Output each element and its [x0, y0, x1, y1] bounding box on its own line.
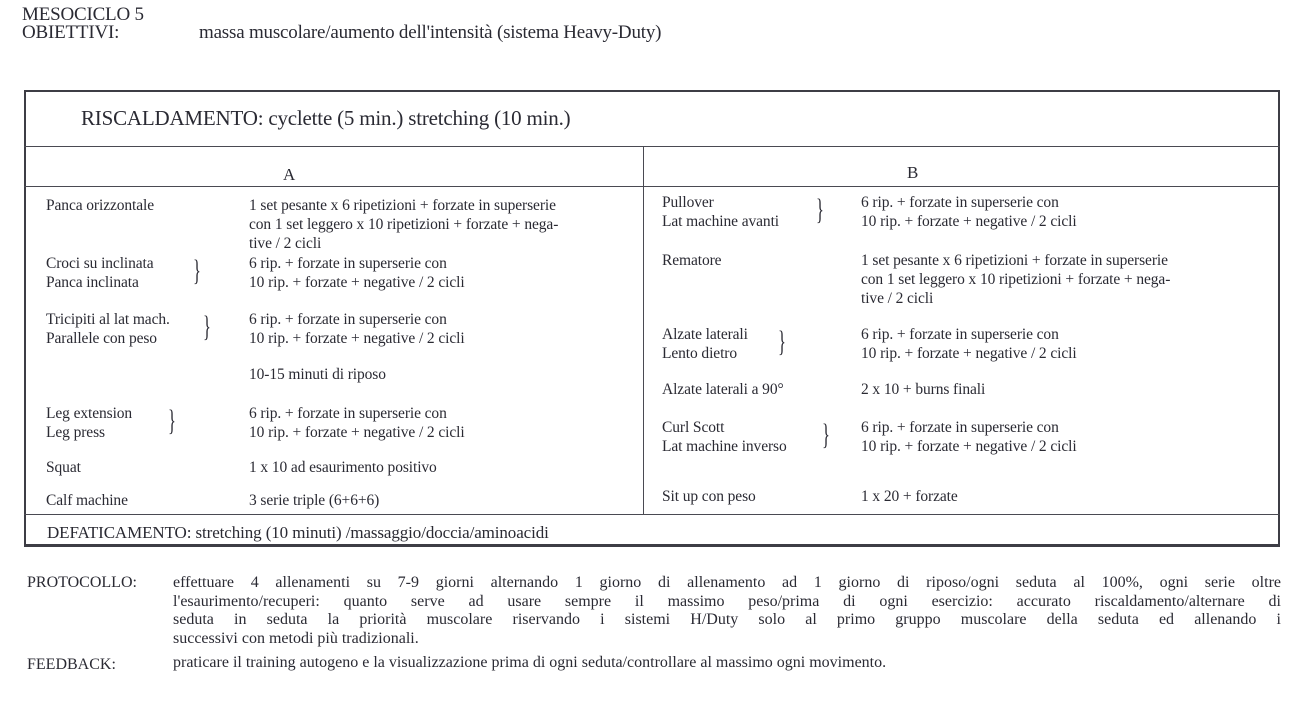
exercise-name: Lento dietro	[662, 345, 737, 362]
exercise-name: Pullover	[662, 194, 714, 211]
exercise-description: 6 rip. + forzate in superserie con	[861, 326, 1059, 343]
feedback-text: praticare il training autogeno e la visualizzazione prima di ogni seduta/controllare al massimo ogni movimento.	[173, 654, 887, 671]
exercise-name: Rematore	[662, 252, 722, 269]
table-divider	[24, 146, 1280, 147]
exercise-description: 6 rip. + forzate in superserie con	[249, 255, 447, 272]
protocol-line: l'esaurimento/recuperi: quanto serve ad usare sempre il massimo peso/prima di ogni esercizio: accurato riscaldamento/alternare di	[173, 592, 1281, 610]
exercise-description: con 1 set leggero x 10 ripetizioni + forzate + nega-	[861, 271, 1171, 288]
exercise-description: 10 rip. + forzate + negative / 2 cicli	[249, 424, 465, 441]
exercise-name: Tricipiti al lat mach.	[46, 311, 170, 328]
column-a-heading: A	[283, 165, 296, 184]
protocol-line: seduta in seduta la priorità muscolare riservando i sistemi H/Duty solo al primo gruppo muscolare della seduta ed allenando i	[173, 611, 1281, 628]
superset-brace-icon: }	[203, 310, 211, 343]
table-divider	[24, 514, 1280, 515]
exercise-description: 2 x 10 + burns finali	[861, 381, 986, 398]
superset-brace-icon: }	[816, 193, 824, 226]
objectives-value: massa muscolare/aumento dell'intensità (sistema Heavy-Duty)	[199, 22, 662, 43]
exercise-name: Panca orizzontale	[46, 197, 155, 214]
exercise-name: Panca inclinata	[46, 274, 139, 291]
exercise-description: 10 rip. + forzate + negative / 2 cicli	[861, 438, 1077, 455]
exercise-name: Parallele con peso	[46, 330, 157, 347]
workout-table	[24, 90, 1280, 547]
exercise-name: Leg press	[46, 424, 105, 441]
exercise-description: 3 serie triple (6+6+6)	[249, 492, 380, 509]
exercise-description: 1 set pesante x 6 ripetizioni + forzate in superserie	[249, 197, 556, 214]
exercise-description: 1 x 10 ad esaurimento positivo	[249, 459, 437, 476]
objectives-label: OBIETTIVI:	[22, 22, 120, 43]
feedback-label: FEEDBACK:	[27, 656, 116, 673]
exercise-description: 6 rip. + forzate in superserie con	[861, 194, 1059, 211]
exercise-description: 1 set pesante x 6 ripetizioni + forzate in superserie	[861, 252, 1168, 269]
exercise-description: 6 rip. + forzate in superserie con	[861, 419, 1059, 436]
exercise-description: 10-15 minuti di riposo	[249, 366, 386, 383]
exercise-description: con 1 set leggero x 10 ripetizioni + forzate + nega-	[249, 216, 559, 233]
exercise-name: Croci su inclinata	[46, 255, 154, 272]
exercise-description: 10 rip. + forzate + negative / 2 cicli	[861, 213, 1077, 230]
exercise-name: Leg extension	[46, 405, 133, 422]
column-divider	[643, 146, 644, 514]
column-b-heading: B	[907, 163, 919, 182]
protocol-text	[173, 574, 1281, 648]
warmup-row: RISCALDAMENTO: cyclette (5 min.) stretching (10 min.)	[81, 106, 571, 130]
exercise-description: 1 x 20 + forzate	[861, 488, 958, 505]
exercise-name: Sit up con peso	[662, 488, 756, 505]
superset-brace-icon: }	[168, 404, 176, 437]
protocol-label: PROTOCOLLO:	[27, 574, 137, 591]
protocol-line: successivi con metodi più tradizionali.	[173, 629, 419, 647]
exercise-name: Curl Scott	[662, 419, 725, 436]
protocol-line: effettuare 4 allenamenti su 7-9 giorni alternando 1 giorno di allenamento ad 1 giorno di riposo/ogni seduta al 100%, ogni serie oltre	[173, 574, 1281, 591]
exercise-description: tive / 2 cicli	[861, 290, 934, 307]
exercise-name: Lat machine avanti	[662, 213, 779, 230]
table-divider	[24, 186, 1280, 187]
exercise-description: 10 rip. + forzate + negative / 2 cicli	[861, 345, 1077, 362]
exercise-name: Lat machine inverso	[662, 438, 787, 455]
mesocycle-title: MESOCICLO 5	[22, 4, 144, 25]
cooldown-row: DEFATICAMENTO: stretching (10 minuti) /massaggio/doccia/aminoacidi	[47, 523, 549, 542]
superset-brace-icon: }	[822, 418, 830, 451]
exercise-description: 10 rip. + forzate + negative / 2 cicli	[249, 274, 465, 291]
exercise-name: Alzate laterali a 90°	[662, 381, 784, 398]
exercise-description: 6 rip. + forzate in superserie con	[249, 405, 447, 422]
superset-brace-icon: }	[778, 325, 786, 358]
exercise-name: Calf machine	[46, 492, 128, 509]
exercise-name: Alzate laterali	[662, 326, 748, 343]
exercise-description: tive / 2 cicli	[249, 235, 322, 252]
exercise-name: Squat	[46, 459, 81, 476]
superset-brace-icon: }	[193, 254, 201, 287]
exercise-description: 6 rip. + forzate in superserie con	[249, 311, 447, 328]
exercise-description: 10 rip. + forzate + negative / 2 cicli	[249, 330, 465, 347]
